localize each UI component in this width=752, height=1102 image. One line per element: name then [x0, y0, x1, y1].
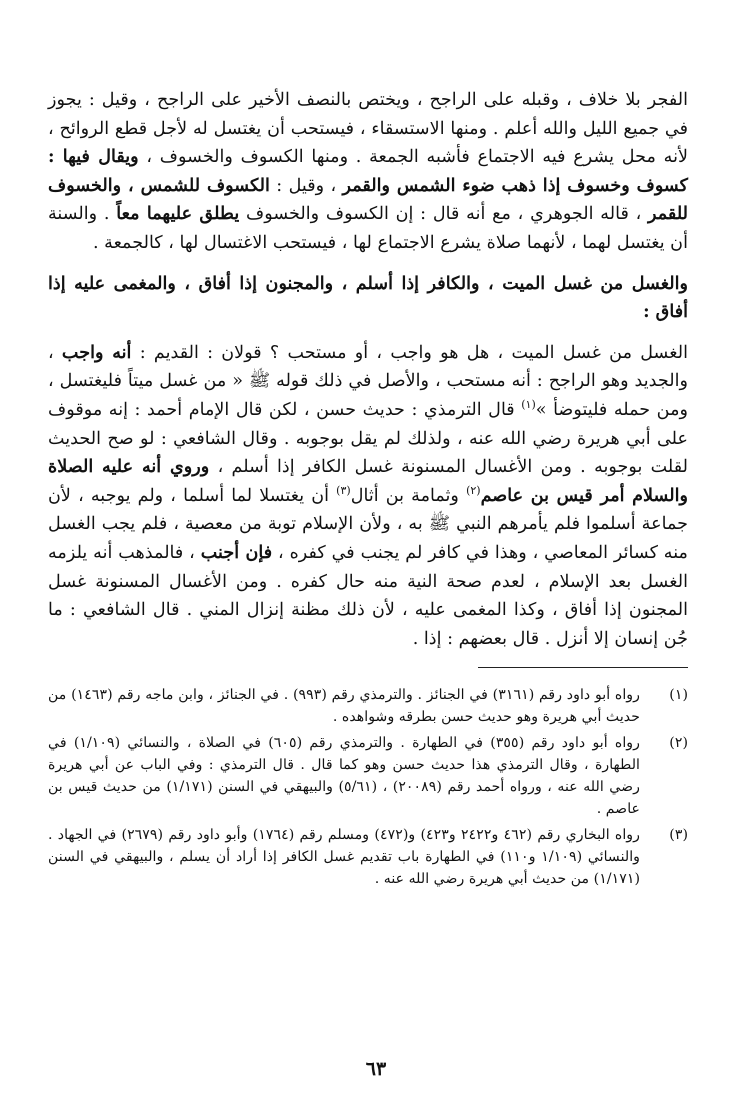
bold-text: أنه واجب — [61, 341, 132, 363]
footnote-number: (١) — [669, 687, 688, 704]
text-run: ، فالمذهب أنه يلزمه الغسل بعد الإسلام ، لعدم صحة النية منه حال كفره . ومن الأغسال المسنونة غسل المجنون إذا أفاق ، وكذا المغمى عليه ، لأن ذلك مظنة إنزال المني . قال الشافعي : ما جُن إنسان إلا أنزل . قال بعضهم : إذا . — [48, 542, 688, 649]
paragraph-2 — [48, 339, 688, 654]
page-number: ٦٣ — [365, 1058, 387, 1080]
footnote-text: رواه أبو داود رقم (٣٥٥) في الطهارة . والترمذي رقم (٦٠٥) في الصلاة ، والنسائي (١/١٠٩) في الطهارة ، وقال الترمذي هذا حديث حسن وهو كما قال . قال الترمذي : وفي الباب عن أبي هريرة رضي الله عنه ، ورواه أحمد رقم (٢٠٠٨٩) ، (٥/٦١) والبيهقي في السنن (١/١٧١) من حديث قيس بن عاصم . — [48, 734, 641, 818]
footnote-3 — [48, 824, 688, 891]
footnote-text: رواه أبو داود رقم (٣١٦١) في الجنائز . والترمذي رقم (٩٩٣) . في الجنائز ، وابن ماجه رقم (١٤٦٣) من حديث أبي هريرة وهو حديث حسن بطرقه وشواهده . — [48, 687, 640, 726]
text-run: ، وقيل : — [269, 175, 343, 196]
text-run: أن يغتسلا لما أسلما ، ولم يوجبه ، لأن جماعة أسلموا فلم يأمرهم النبي ﷺ به ، ولأن الإسلام توبة من معصية ، فلم يجب الغسل منه كسائر المعاصي ، وهذا في كافر لم يجنب في كفره ، — [48, 485, 688, 563]
text-run: وثمامة بن أثال — [350, 485, 467, 506]
footnote-ref-2: (٢) — [466, 483, 481, 497]
footnote-number: (٢) — [669, 734, 688, 751]
paragraph-1 — [48, 86, 688, 258]
main-text — [48, 86, 688, 653]
bold-text: فإن أجنب — [200, 541, 273, 563]
footnote-1 — [48, 684, 688, 728]
footnote-ref-1: (١) — [521, 398, 536, 412]
footnote-ref-3: (٣) — [336, 483, 351, 497]
bold-text: الكسوف للشمس ، والخسوف للقمر — [48, 174, 689, 225]
footnote-text: رواه البخاري رقم (٤٦٢ و٢٤٢٢ و٤٢٣) و(٤٧٢) ومسلم رقم (١٧٦٤) وأبو داود رقم (٢٦٧٩) في الجهاد . والنسائي (١/١٠٩ و١١٠) في الطهارة باب تقديم غسل الكافر إذا أراد أن يسلم ، والبيهقي في السنن (١/١٧١) من حديث أبي هريرة رضي الله عنه . — [48, 826, 640, 887]
text-run: ، والجديد وهو الراجح : أنه مستحب ، والأصل في ذلك قوله ﷺ « من غسل ميتاً فليغتسل ، ومن حمله فليتوضأ » — [48, 342, 688, 420]
bold-text: ويقال فيها : كسوف وخسوف إذا ذهب ضوء الشمس والقمر — [48, 146, 688, 196]
text-run: الغسل من غسل الميت ، هل هو واجب ، أو مستحب ؟ قولان : القديم : — [131, 342, 688, 363]
bold-text: يطلق عليهما معاً — [116, 203, 240, 225]
text-run: الفجر بلا خلاف ، وقبله على الراجح ، ويختص بالنصف الأخير على الراجح ، وقيل : يجوز في جميع الليل والله أعلم . ومنها الاستسقاء ، فيستحب أن يغتسل له لأجل قطع الروائح ، لأنه محل يشرع فيه الاجتماع فأشبه الجمعة . ومنها الكسوف والخسوف ، — [48, 90, 689, 168]
section-heading: والغسل من غسل الميت ، والكافر إذا أسلم ، والمجنون إذا أفاق ، والمغمى عليه إذا أفاق : — [48, 272, 688, 323]
footnote-divider — [478, 667, 688, 668]
footnote-2 — [48, 732, 688, 821]
text-run: . والسنة أن يغتسل لهما ، لأنهما صلاة يشرع الاجتماع لها ، فيستحب الاغتسال لها ، كالجمعة . — [48, 204, 688, 253]
text-run: قال الترمذي : حديث حسن ، لكن قال الإمام أحمد : إنه موقوف على أبي هريرة رضي الله عنه ، ولذلك لم يقل بوجوبه . وقال الشافعي : لو صح الحديث لقلت بوجوبه . ومن الأغسال المسنونة غسل الكافر إذا أسلم ، — [48, 399, 689, 478]
text-run: ، قاله الجوهري ، مع أنه قال : إن الكسوف والخسوف — [239, 204, 649, 225]
footnotes — [48, 684, 688, 890]
bold-text: وروي أنه عليه الصلاة والسلام أمر قيس بن عاصم — [48, 456, 688, 506]
footnote-number: (٣) — [669, 826, 688, 843]
